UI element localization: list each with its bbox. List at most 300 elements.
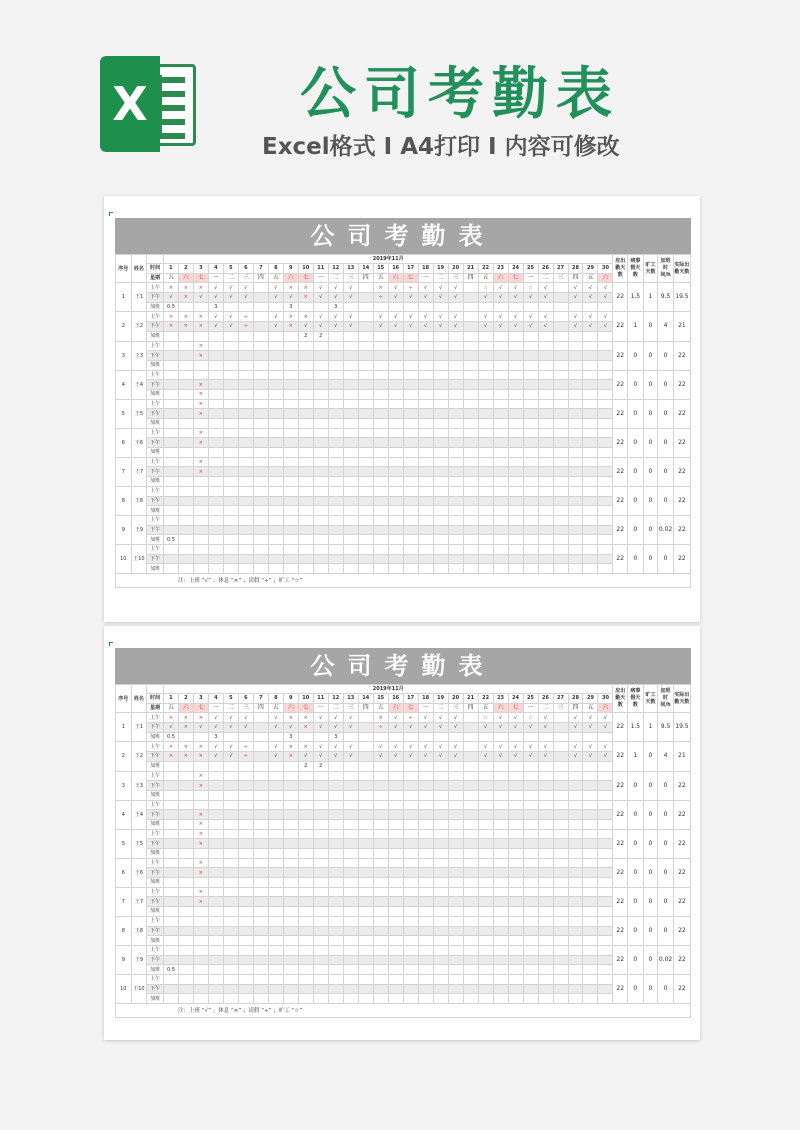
attendance-cell bbox=[253, 984, 268, 994]
attendance-cell bbox=[268, 370, 283, 380]
attendance-cell bbox=[253, 370, 268, 380]
attendance-cell bbox=[208, 457, 223, 467]
attendance-cell bbox=[223, 936, 238, 946]
employee-name: 王6 bbox=[131, 858, 147, 887]
attendance-cell bbox=[493, 419, 508, 429]
attendance-cell bbox=[283, 486, 298, 496]
attendance-cell bbox=[358, 887, 373, 897]
attendance-cell bbox=[328, 419, 343, 429]
attendance-cell bbox=[388, 331, 403, 341]
day-number: 5 bbox=[223, 264, 238, 274]
attendance-cell bbox=[388, 858, 403, 868]
table-row bbox=[116, 428, 691, 438]
attendance-cell bbox=[328, 887, 343, 897]
attendance-cell bbox=[328, 457, 343, 467]
attendance-cell bbox=[373, 926, 388, 936]
attendance-cell bbox=[193, 955, 208, 965]
attendance-cell bbox=[208, 819, 223, 829]
attendance-cell bbox=[343, 819, 358, 829]
attendance-cell bbox=[508, 732, 523, 742]
attendance-cell: 2 bbox=[313, 331, 328, 341]
attendance-cell: √ bbox=[388, 723, 403, 733]
attendance-cell: √ bbox=[328, 322, 343, 332]
attendance-cell bbox=[283, 800, 298, 810]
attendance-cell bbox=[508, 428, 523, 438]
table-row bbox=[116, 544, 691, 554]
attendance-cell bbox=[298, 370, 313, 380]
attendance-cell bbox=[253, 283, 268, 293]
attendance-cell bbox=[583, 496, 598, 506]
attendance-cell bbox=[268, 994, 283, 1004]
attendance-cell bbox=[238, 878, 253, 888]
attendance-cell: √ bbox=[328, 752, 343, 762]
attendance-cell bbox=[163, 554, 178, 564]
attendance-cell bbox=[238, 515, 253, 525]
attendance-cell bbox=[418, 477, 433, 487]
attendance-cell bbox=[478, 936, 493, 946]
attendance-cell bbox=[418, 438, 433, 448]
attendance-cell: √ bbox=[583, 283, 598, 293]
attendance-cell bbox=[253, 868, 268, 878]
attendance-cell: × bbox=[193, 819, 208, 829]
attendance-cell bbox=[208, 761, 223, 771]
attendance-cell bbox=[448, 984, 463, 994]
attendance-cell: × bbox=[283, 283, 298, 293]
slot-label: 下午 bbox=[147, 351, 164, 361]
attendance-cell bbox=[358, 829, 373, 839]
attendance-cell bbox=[253, 858, 268, 868]
table-row bbox=[116, 448, 691, 458]
attendance-cell bbox=[358, 752, 373, 762]
slot-label: 加班 bbox=[147, 819, 164, 829]
attendance-cell: √ bbox=[508, 312, 523, 322]
attendance-cell bbox=[598, 994, 613, 1004]
attendance-cell bbox=[208, 965, 223, 975]
attendance-cell bbox=[208, 564, 223, 574]
attendance-cell bbox=[568, 829, 583, 839]
attendance-cell: √ bbox=[208, 752, 223, 762]
attendance-cell bbox=[268, 535, 283, 545]
attendance-cell bbox=[298, 360, 313, 370]
attendance-cell bbox=[313, 389, 328, 399]
attendance-cell bbox=[358, 438, 373, 448]
attendance-cell bbox=[463, 554, 478, 564]
attendance-cell bbox=[373, 761, 388, 771]
attendance-cell bbox=[388, 409, 403, 419]
summary-value: 22 bbox=[613, 486, 628, 515]
summary-header-sum-actual: 实际出勤天数 bbox=[673, 685, 690, 713]
attendance-cell: √ bbox=[433, 312, 448, 322]
attendance-cell bbox=[448, 360, 463, 370]
attendance-cell bbox=[373, 554, 388, 564]
attendance-cell: √ bbox=[343, 312, 358, 322]
attendance-cell bbox=[223, 839, 238, 849]
attendance-cell: √ bbox=[343, 283, 358, 293]
attendance-cell bbox=[193, 732, 208, 742]
attendance-cell bbox=[343, 781, 358, 791]
attendance-cell: 0.5 bbox=[163, 965, 178, 975]
table-row bbox=[116, 771, 691, 781]
attendance-cell bbox=[463, 761, 478, 771]
employee-name: 王3 bbox=[131, 341, 147, 370]
attendance-cell bbox=[418, 790, 433, 800]
attendance-cell bbox=[238, 936, 253, 946]
attendance-cell bbox=[553, 781, 568, 791]
attendance-cell bbox=[463, 380, 478, 390]
summary-value: 0 bbox=[628, 887, 644, 916]
attendance-cell bbox=[208, 955, 223, 965]
attendance-cell bbox=[583, 341, 598, 351]
attendance-cell bbox=[463, 467, 478, 477]
attendance-cell bbox=[343, 984, 358, 994]
attendance-cell bbox=[418, 544, 433, 554]
attendance-cell bbox=[433, 819, 448, 829]
attendance-cell bbox=[223, 965, 238, 975]
attendance-cell bbox=[403, 477, 418, 487]
attendance-cell bbox=[283, 819, 298, 829]
attendance-cell: √ bbox=[433, 293, 448, 303]
attendance-cell: × bbox=[178, 312, 193, 322]
attendance-cell bbox=[568, 428, 583, 438]
attendance-cell: × bbox=[283, 322, 298, 332]
attendance-cell: √ bbox=[418, 322, 433, 332]
attendance-cell bbox=[493, 858, 508, 868]
attendance-cell bbox=[373, 858, 388, 868]
attendance-cell bbox=[388, 554, 403, 564]
attendance-cell bbox=[373, 771, 388, 781]
attendance-cell bbox=[373, 810, 388, 820]
attendance-cell: × bbox=[193, 781, 208, 791]
attendance-cell bbox=[193, 419, 208, 429]
attendance-cell bbox=[508, 771, 523, 781]
summary-value: 22 bbox=[673, 771, 690, 800]
attendance-cell bbox=[523, 984, 538, 994]
attendance-cell bbox=[448, 525, 463, 535]
slot-label: 上午 bbox=[147, 974, 164, 984]
attendance-cell bbox=[493, 887, 508, 897]
attendance-cell bbox=[403, 428, 418, 438]
attendance-cell bbox=[433, 761, 448, 771]
attendance-cell: √ bbox=[223, 312, 238, 322]
attendance-cell bbox=[493, 457, 508, 467]
attendance-cell: × bbox=[193, 283, 208, 293]
attendance-cell bbox=[508, 535, 523, 545]
attendance-cell bbox=[493, 409, 508, 419]
attendance-cell bbox=[313, 486, 328, 496]
attendance-cell bbox=[523, 926, 538, 936]
attendance-cell bbox=[178, 887, 193, 897]
attendance-cell bbox=[358, 732, 373, 742]
employee-name: 王2 bbox=[131, 742, 147, 771]
attendance-cell bbox=[193, 360, 208, 370]
attendance-cell bbox=[493, 800, 508, 810]
attendance-cell bbox=[298, 994, 313, 1004]
attendance-cell bbox=[193, 916, 208, 926]
attendance-cell bbox=[538, 916, 553, 926]
attendance-cell bbox=[463, 428, 478, 438]
attendance-cell bbox=[538, 341, 553, 351]
attendance-cell bbox=[553, 544, 568, 554]
attendance-cell: × bbox=[193, 858, 208, 868]
attendance-cell bbox=[583, 994, 598, 1004]
attendance-cell bbox=[568, 331, 583, 341]
attendance-cell bbox=[418, 849, 433, 859]
attendance-cell bbox=[373, 965, 388, 975]
attendance-cell bbox=[523, 868, 538, 878]
attendance-cell bbox=[418, 974, 433, 984]
attendance-cell bbox=[553, 293, 568, 303]
attendance-cell bbox=[403, 438, 418, 448]
attendance-cell bbox=[298, 535, 313, 545]
table-row bbox=[116, 302, 691, 312]
attendance-cell bbox=[448, 409, 463, 419]
attendance-cell bbox=[373, 887, 388, 897]
attendance-cell: √ bbox=[418, 293, 433, 303]
attendance-cell bbox=[313, 829, 328, 839]
attendance-cell: × bbox=[193, 752, 208, 762]
attendance-cell bbox=[553, 322, 568, 332]
attendance-cell bbox=[328, 535, 343, 545]
attendance-cell bbox=[583, 554, 598, 564]
attendance-cell bbox=[598, 849, 613, 859]
attendance-cell bbox=[493, 819, 508, 829]
attendance-cell bbox=[373, 428, 388, 438]
attendance-cell bbox=[598, 790, 613, 800]
attendance-cell bbox=[358, 322, 373, 332]
slot-label: 下午 bbox=[147, 955, 164, 965]
attendance-cell bbox=[493, 829, 508, 839]
attendance-cell bbox=[328, 477, 343, 487]
attendance-cell bbox=[223, 974, 238, 984]
attendance-cell bbox=[403, 419, 418, 429]
attendance-cell bbox=[508, 496, 523, 506]
attendance-cell bbox=[598, 858, 613, 868]
attendance-cell bbox=[313, 936, 328, 946]
attendance-cell bbox=[283, 341, 298, 351]
attendance-cell bbox=[208, 448, 223, 458]
summary-value: 22 bbox=[673, 486, 690, 515]
attendance-cell bbox=[493, 790, 508, 800]
attendance-cell: × bbox=[193, 897, 208, 907]
attendance-cell bbox=[493, 878, 508, 888]
attendance-cell: √ bbox=[343, 742, 358, 752]
summary-value: 0 bbox=[658, 486, 674, 515]
attendance-cell bbox=[268, 477, 283, 487]
attendance-cell: √ bbox=[493, 752, 508, 762]
attendance-cell bbox=[553, 283, 568, 293]
attendance-cell: √ bbox=[508, 293, 523, 303]
attendance-cell bbox=[253, 544, 268, 554]
attendance-cell bbox=[223, 486, 238, 496]
attendance-cell bbox=[373, 819, 388, 829]
attendance-cell bbox=[193, 544, 208, 554]
attendance-cell bbox=[178, 477, 193, 487]
attendance-cell: √ bbox=[268, 723, 283, 733]
attendance-cell bbox=[223, 438, 238, 448]
attendance-cell bbox=[358, 380, 373, 390]
summary-value: 22 bbox=[613, 916, 628, 945]
attendance-cell bbox=[238, 389, 253, 399]
attendance-cell bbox=[433, 380, 448, 390]
attendance-cell bbox=[508, 341, 523, 351]
attendance-cell: × bbox=[283, 742, 298, 752]
table-row bbox=[116, 322, 691, 332]
attendance-cell bbox=[238, 868, 253, 878]
attendance-cell bbox=[313, 965, 328, 975]
day-number: 29 bbox=[583, 264, 598, 274]
attendance-cell: 2 bbox=[313, 761, 328, 771]
attendance-cell: √ bbox=[223, 322, 238, 332]
attendance-cell bbox=[403, 380, 418, 390]
summary-value: 22 bbox=[613, 457, 628, 486]
attendance-cell bbox=[448, 771, 463, 781]
attendance-cell bbox=[508, 868, 523, 878]
attendance-cell bbox=[568, 409, 583, 419]
attendance-cell bbox=[523, 341, 538, 351]
attendance-cell bbox=[313, 399, 328, 409]
attendance-cell bbox=[463, 829, 478, 839]
attendance-cell bbox=[388, 897, 403, 907]
attendance-cell bbox=[223, 984, 238, 994]
attendance-cell bbox=[373, 897, 388, 907]
attendance-cell bbox=[313, 819, 328, 829]
attendance-cell bbox=[448, 535, 463, 545]
attendance-cell bbox=[463, 312, 478, 322]
attendance-cell: √ bbox=[568, 293, 583, 303]
attendance-cell: ÷ bbox=[238, 322, 253, 332]
weekday-cell: 一 bbox=[523, 703, 538, 713]
attendance-cell bbox=[358, 849, 373, 859]
attendance-cell: √ bbox=[343, 322, 358, 332]
attendance-cell bbox=[583, 360, 598, 370]
attendance-cell bbox=[598, 331, 613, 341]
attendance-cell bbox=[463, 945, 478, 955]
attendance-cell bbox=[463, 819, 478, 829]
attendance-cell bbox=[583, 515, 598, 525]
attendance-cell bbox=[493, 399, 508, 409]
summary-value: 22 bbox=[613, 800, 628, 829]
slot-label: 下午 bbox=[147, 467, 164, 477]
slot-label: 下午 bbox=[147, 380, 164, 390]
table-row bbox=[116, 360, 691, 370]
attendance-cell bbox=[358, 819, 373, 829]
attendance-cell bbox=[493, 994, 508, 1004]
attendance-cell bbox=[253, 535, 268, 545]
attendance-cell bbox=[553, 554, 568, 564]
summary-value: 1 bbox=[643, 283, 658, 312]
table-row bbox=[116, 389, 691, 399]
attendance-cell bbox=[373, 515, 388, 525]
attendance-cell bbox=[238, 370, 253, 380]
attendance-cell bbox=[328, 544, 343, 554]
attendance-cell bbox=[238, 849, 253, 859]
attendance-cell bbox=[418, 839, 433, 849]
attendance-cell: × bbox=[193, 380, 208, 390]
attendance-cell: √ bbox=[538, 283, 553, 293]
attendance-cell bbox=[433, 868, 448, 878]
attendance-cell bbox=[478, 849, 493, 859]
attendance-cell: 3 bbox=[328, 732, 343, 742]
summary-value: 0 bbox=[643, 742, 658, 771]
attendance-cell bbox=[478, 331, 493, 341]
weekday-cell: 一 bbox=[418, 273, 433, 283]
weekday-cell: 二 bbox=[223, 703, 238, 713]
attendance-cell: × bbox=[298, 293, 313, 303]
attendance-cell bbox=[298, 781, 313, 791]
attendance-cell: × bbox=[193, 312, 208, 322]
attendance-cell: × bbox=[193, 829, 208, 839]
attendance-cell bbox=[178, 878, 193, 888]
attendance-cell bbox=[448, 428, 463, 438]
day-number: 8 bbox=[268, 264, 283, 274]
attendance-cell: √ bbox=[373, 312, 388, 322]
attendance-cell bbox=[328, 790, 343, 800]
attendance-cell bbox=[268, 525, 283, 535]
slot-label: 加班 bbox=[147, 907, 164, 917]
summary-value: 0 bbox=[628, 370, 644, 399]
attendance-cell bbox=[358, 370, 373, 380]
attendance-cell bbox=[583, 849, 598, 859]
attendance-cell bbox=[343, 515, 358, 525]
attendance-cell bbox=[283, 428, 298, 438]
attendance-cell bbox=[343, 926, 358, 936]
attendance-cell bbox=[223, 351, 238, 361]
summary-value: 22 bbox=[613, 312, 628, 341]
attendance-cell bbox=[343, 419, 358, 429]
attendance-cell bbox=[403, 994, 418, 1004]
slot-label: 上午 bbox=[147, 742, 164, 752]
attendance-cell bbox=[388, 360, 403, 370]
attendance-cell bbox=[568, 849, 583, 859]
attendance-cell bbox=[163, 878, 178, 888]
attendance-cell bbox=[568, 897, 583, 907]
attendance-cell bbox=[538, 409, 553, 419]
attendance-cell bbox=[388, 936, 403, 946]
attendance-cell bbox=[328, 994, 343, 1004]
attendance-cell: √ bbox=[268, 752, 283, 762]
attendance-cell bbox=[493, 448, 508, 458]
attendance-cell bbox=[553, 360, 568, 370]
attendance-cell bbox=[283, 399, 298, 409]
attendance-cell bbox=[313, 839, 328, 849]
attendance-cell bbox=[388, 839, 403, 849]
attendance-cell bbox=[283, 790, 298, 800]
attendance-cell bbox=[433, 945, 448, 955]
attendance-cell bbox=[283, 936, 298, 946]
attendance-cell bbox=[478, 907, 493, 917]
attendance-cell bbox=[358, 496, 373, 506]
attendance-cell bbox=[433, 829, 448, 839]
attendance-cell: √ bbox=[343, 723, 358, 733]
attendance-cell bbox=[223, 761, 238, 771]
attendance-cell bbox=[328, 771, 343, 781]
attendance-cell bbox=[493, 781, 508, 791]
attendance-cell bbox=[313, 790, 328, 800]
attendance-cell bbox=[583, 897, 598, 907]
attendance-cell bbox=[253, 839, 268, 849]
attendance-cell bbox=[403, 506, 418, 516]
attendance-cell bbox=[388, 370, 403, 380]
attendance-cell bbox=[493, 351, 508, 361]
summary-value: 0.02 bbox=[658, 945, 674, 974]
attendance-cell bbox=[538, 878, 553, 888]
attendance-cell bbox=[208, 506, 223, 516]
day-number: 12 bbox=[328, 264, 343, 274]
attendance-cell bbox=[313, 544, 328, 554]
attendance-cell bbox=[283, 945, 298, 955]
attendance-cell bbox=[508, 878, 523, 888]
weekday-cell: 三 bbox=[448, 273, 463, 283]
